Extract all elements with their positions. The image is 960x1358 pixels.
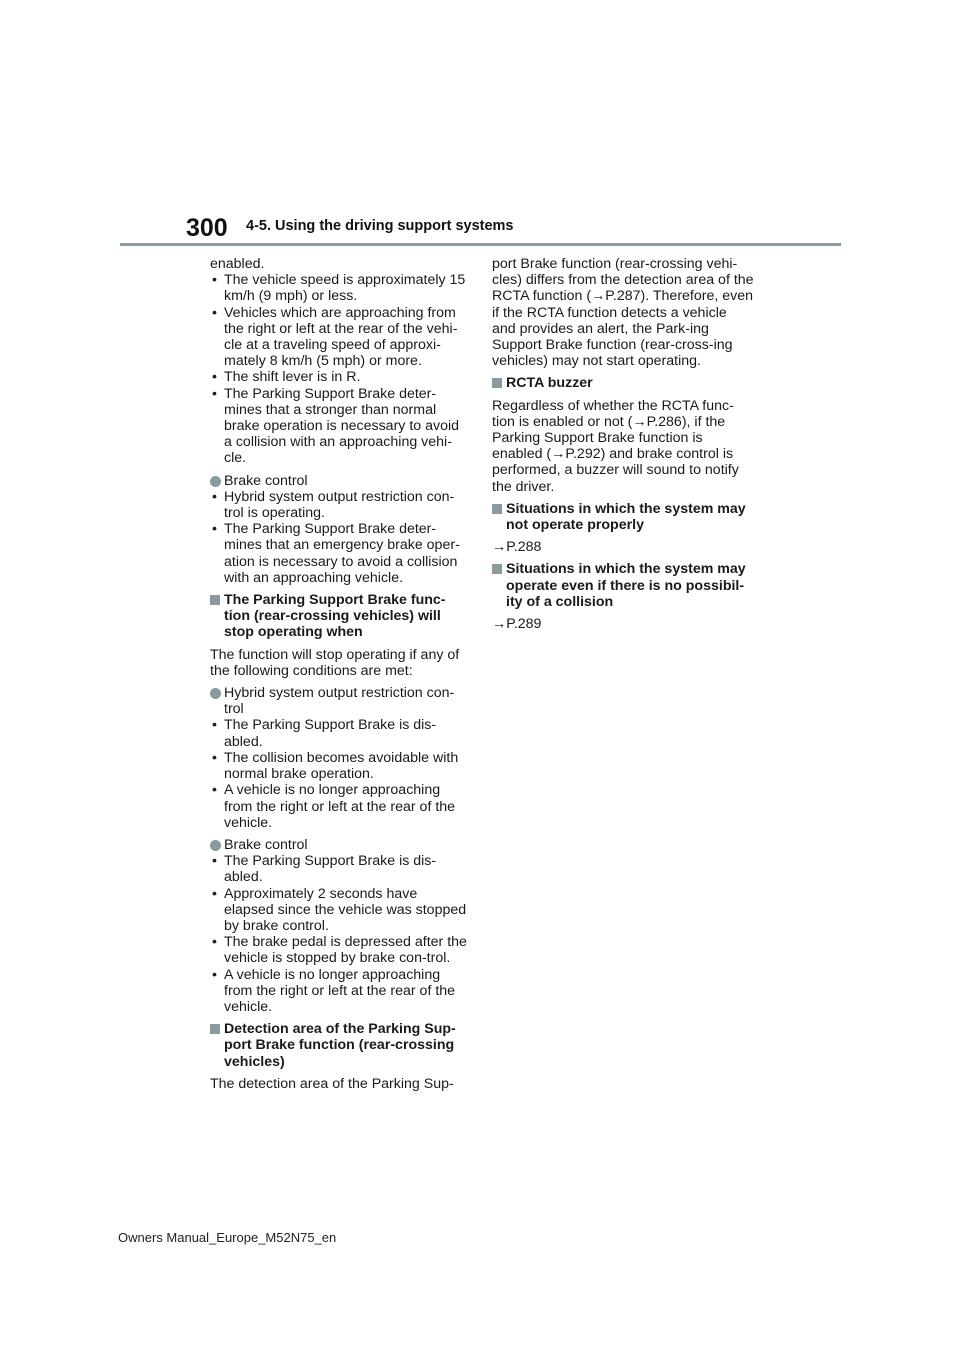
list-item: • The shift lever is in R. <box>212 369 361 386</box>
detection-area-text: The detection area of the Parking Sup- <box>210 1075 454 1092</box>
list-item: • A vehicle is no longer approaching from the right or left at the rear of the vehicle. <box>212 966 456 1015</box>
brake-control-item: Brake control <box>210 473 468 489</box>
page-reference-link[interactable]: →P.288 <box>492 539 542 556</box>
list-item: • The Parking Support Brake deter-mines that an emergency brake oper-ation is necessary to avoid a collision with an approaching vehicle. <box>212 521 460 586</box>
list-item: • The brake pedal is depressed after the vehicle is stopped by brake con-trol. <box>212 934 467 967</box>
square-bullet-icon <box>492 378 502 388</box>
list-item: • Hybrid system output restriction con-trol is operating. <box>212 488 455 522</box>
page-number: 300 <box>186 214 228 242</box>
detection-area-heading: Detection area of the Parking Sup-port Brake function (rear-crossing vehicles) <box>210 1021 468 1070</box>
stop-operating-heading: The Parking Support Brake func-tion (rear-crossing vehicles) will stop operating when <box>210 592 468 641</box>
circle-bullet-icon <box>210 840 221 851</box>
rcta-buzzer-heading: RCTA buzzer <box>492 375 754 391</box>
rcta-buzzer-text: Regardless of whether the RCTA func-tion is enabled or not (→P.286), if the Parking Support Brake function is enabled (→P.292) and brake control is performed, a buzzer will sound to notify the driver. <box>492 397 739 495</box>
stop-operating-text: The function will stop operating if any of the following conditions are met: <box>210 646 460 679</box>
square-bullet-icon <box>492 504 502 514</box>
left-column <box>210 256 468 1098</box>
list-item: • The collision becomes avoidable with normal brake operation. <box>212 749 459 783</box>
circle-bullet-icon <box>210 688 221 699</box>
situations-operate-heading: Situations in which the system may operate even if there is no possibil-ity of a collision <box>492 561 754 610</box>
circle-bullet-icon <box>210 476 221 487</box>
list-item: • The vehicle speed is approximately 15 km/h (9 mph) or less. <box>212 272 466 305</box>
square-bullet-icon <box>492 564 502 574</box>
detection-area-continuation: port Brake function (rear-crossing vehi-cles) differs from the detection area of the RCTA function (→P.287). Therefore, even if the RCTA function detects a vehicle and provides an alert, the Park-ing Support Brake function (rear-cross-ing vehicles) may not start operating. <box>492 256 754 370</box>
list-item: • The Parking Support Brake is dis-abled. <box>212 717 437 750</box>
list-item: • The Parking Support Brake is dis-abled. <box>212 853 437 886</box>
page-reference-link[interactable]: →P.289 <box>492 616 542 633</box>
list-item: • A vehicle is no longer approaching from the right or left at the rear of the vehicle. <box>212 782 456 831</box>
intro-continuation: enabled. <box>210 256 265 272</box>
square-bullet-icon <box>210 595 220 605</box>
right-column <box>492 256 754 638</box>
brake-control-item: Brake control <box>210 837 468 853</box>
header-rule <box>120 243 841 246</box>
section-title: 4-5. Using the driving support systems <box>246 218 514 234</box>
list-item: • The Parking Support Brake deter-mines that a stronger than normal brake operation is necessary to avoid a collision with an approaching vehi-cle. <box>212 385 460 467</box>
situations-not-operate-heading: Situations in which the system may not operate properly <box>492 501 754 533</box>
list-item: • Vehicles which are approaching from the right or left at the rear of the vehi-cle at a traveling speed of approxi-mately 8 km/h (5 mph) or more. <box>212 304 458 370</box>
hybrid-item: Hybrid system output restriction con-trol <box>210 685 468 717</box>
list-item: • Approximately 2 seconds have elapsed since the vehicle was stopped by brake control. <box>212 885 467 934</box>
footer-text: Owners Manual_Europe_M52N75_en <box>118 1230 337 1245</box>
square-bullet-icon <box>210 1024 220 1034</box>
intro-bullet-list <box>210 272 468 466</box>
